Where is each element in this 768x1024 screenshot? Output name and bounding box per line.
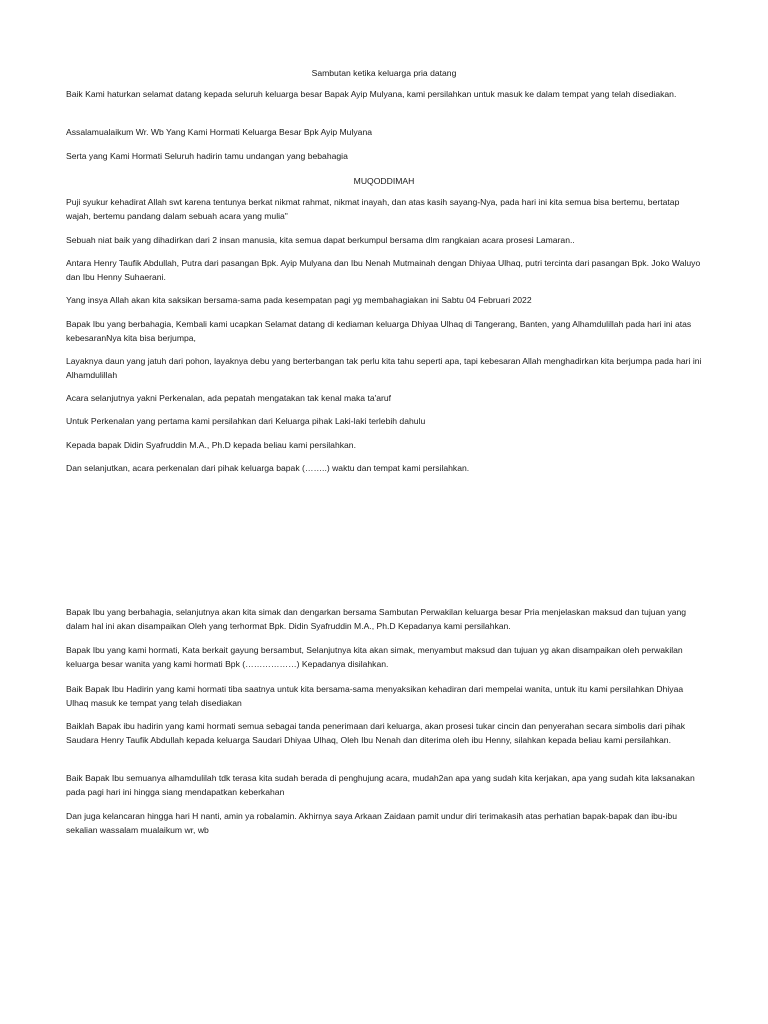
paragraph: Sebuah niat baik yang dihadirkan dari 2 insan manusia, kita semua dapat berkumpul bersama dlm rangkaian acara prosesi Lamaran..: [66, 235, 575, 245]
paragraph: Baiklah Bapak ibu hadirin yang kami hormati semua sebagai tanda penerimaan dari keluarga, akan prosesi tukar cincin dan penyerahan secara simbolis dari pihak Saudara Henry Taufik Abdullah kepada keluarga Saudari Dhiyaa Ulhaq, Oleh Ibu Nenah dan diterima oleh ibu Henny, silahkan kepada beliau kami persilahkan.: [66, 721, 686, 746]
paragraph: Assalamualaikum Wr. Wb Yang Kami Hormati Keluarga Besar Bpk Ayip Mulyana: [66, 127, 373, 137]
paragraph: Antara Henry Taufik Abdullah, Putra dari pasangan Bpk. Ayip Mulyana dan Ibu Nenah Mutmainah dengan Dhiyaa Ulhaq, putri tercinta dari pasangan Bpk. Joko Waluyo dan Ibu Henny Suhaerani.: [66, 258, 701, 283]
paragraph: Bapak Ibu yang berbahagia, Kembali kami ucapkan Selamat datang di kediaman keluarga Dhiyaa Ulhaq di Tangerang, Banten, yang Alhamdulillah pada hari ini atas kebesaranNya kita bisa berjumpa,: [66, 319, 692, 344]
paragraph: Bapak Ibu yang berbahagia, selanjutnya akan kita simak dan dengarkan bersama Sambutan Perwakilan keluarga besar Pria menjelaskan maksud dan tujuan yang dalam hal ini akan disampaikan Oleh yang terhormat Bpk. Didin Syafruddin M.A., Ph.D Kepadanya kami persilahkan.: [66, 607, 687, 632]
paragraph: Untuk Perkenalan yang pertama kami persilahkan dari Keluarga pihak Laki-laki terlebih dahulu: [66, 416, 426, 426]
paragraph: Dan juga kelancaran hingga hari H nanti, amin ya robalamin. Akhirnya saya Arkaan Zaidaan pamit undur diri terimakasih atas perhatian bapak-bapak dan ibu-ibu sekalian wassalam mualaikum wr, wb: [66, 811, 677, 836]
document-title: Sambutan ketika keluarga pria datang: [311, 68, 457, 78]
paragraph: Baik Bapak Ibu Hadirin yang kami hormati tiba saatnya untuk kita bersama-sama menyaksikan kehadiran dari mempelai wanita, untuk itu kami persilahkan Dhiyaa Ulhaq masuk ke tempat yang telah disediakan: [66, 684, 684, 709]
section-heading: MUQODDIMAH: [353, 176, 415, 186]
paragraph: Dan selanjutkan, acara perkenalan dari pihak keluarga bapak (……..) waktu dan tempat kami persilahkan.: [66, 463, 470, 473]
paragraph: Acara selanjutnya yakni Perkenalan, ada pepatah mengatakan tak kenal maka ta'aruf: [66, 393, 392, 403]
paragraph: Layaknya daun yang jatuh dari pohon, layaknya debu yang berterbangan tak perlu kita tahu seperti apa, tapi kebesaran Allah menghadirkan kita berjumpa pada hari ini Alhamdulillah: [66, 356, 702, 381]
paragraph: Puji syukur kehadirat Allah swt karena tentunya berkat nikmat rahmat, nikmat inayah, dan atas kasih sayang-Nya, pada hari ini kita semua bisa bertemu, bertatap wajah, bertemu pandang dalam sebuah acara yang mulia": [66, 197, 680, 222]
paragraph: Baik Bapak Ibu semuanya alhamdulilah tdk terasa kita sudah berada di penghujung acara, mudah2an apa yang sudah kita kerjakan, apa yang sudah kita laksanakan pada pagi hari ini hingga siang mendapatkan keberkahan: [66, 773, 695, 798]
paragraph: Bapak Ibu yang kami hormati, Kata berkait gayung bersambut, Selanjutnya kita akan simak, menyambut maksud dan tujuan yg akan disampaikan oleh perwakilan keluarga besar wanita yang kami hormati Bpk (………………) Kepadanya disilahkan.: [66, 645, 683, 670]
paragraph: Baik Kami haturkan selamat datang kepada seluruh keluarga besar Bapak Ayip Mulyana, kami persilahkan untuk masuk ke dalam tempat yang telah disediakan.: [66, 89, 677, 99]
paragraph: Kepada bapak Didin Syafruddin M.A., Ph.D kepada beliau kami persilahkan.: [66, 440, 356, 450]
paragraph: Yang insya Allah akan kita saksikan bersama-sama pada kesempatan pagi yg membahagiakan ini Sabtu 04 Februari 2022: [66, 295, 532, 305]
paragraph: Serta yang Kami Hormati Seluruh hadirin tamu undangan yang bebahagia: [66, 151, 348, 161]
